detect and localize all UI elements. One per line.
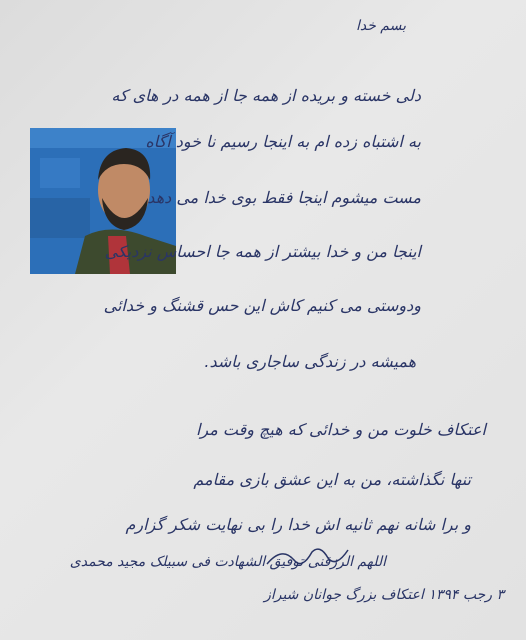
letter-line-4: اینجا من و خدا بیشتر از همه جا احساس نزدیکی: [104, 242, 421, 261]
letter-line-6: همیشه در زندگی ساجاری باشد.: [204, 352, 416, 371]
letter-line-2: به اشتباه زده ام به اینجا رسیم نا خود آگاه: [145, 132, 421, 151]
basmala-heading: بسم خدا: [355, 18, 406, 34]
closing-prayer: اللهم الرزقنی توفیق الشهادت فی سبیلک مجید محمدی: [69, 554, 386, 570]
letter-line-9: و برا شانه نهم ثانیه اش خدا را بی نهایت شکر گزارم: [125, 515, 471, 534]
letter-line-1: دلی خسته و بریده از همه جا از همه در های که: [111, 86, 421, 105]
letter-line-3: مست میشوم اینجا فقط بوی خدا می دهد: [147, 188, 421, 207]
letter-line-5: ودوستی می کنیم کاش این حس قشنگ و خدائی: [103, 296, 421, 315]
date-line: ۳ رجب ۱۳۹۴ اعتکاف بزرگ جوانان شیراز: [264, 587, 504, 603]
letter-line-7: اعتکاف خلوت من و خدائی که هیچ وقت مرا: [195, 420, 486, 439]
letter-line-8: تنها نگذاشته، من به این عشق بازی مقامم: [193, 470, 471, 489]
